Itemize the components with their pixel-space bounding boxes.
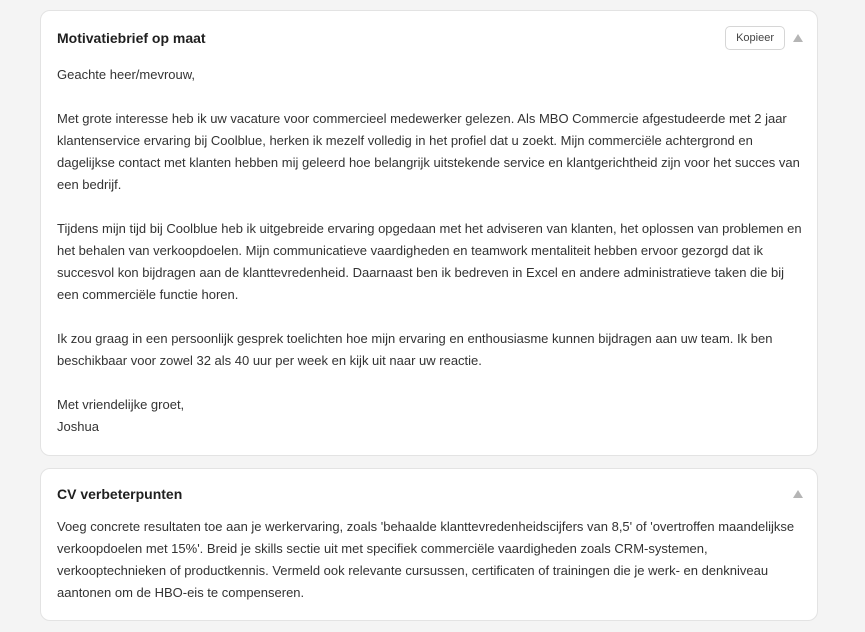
cv-improvements-title: CV verbeterpunten [57,486,183,502]
letter-paragraph: Tijdens mijn tijd bij Coolblue heb ik uitgebreide ervaring opgedaan met het adviseren van klanten, het oplossen van problemen en het behalen van verkoopdoelen. Mijn communicatieve vaardigheden en teamwork mentaliteit hebben ervoor gezorgd dat ik succesvol kon bijdragen aan de klanttevredenheid. Daarnaast ben ik bedreven in Excel en andere administratieve taken die bij een commerciële functie horen. [57,221,802,302]
cv-improvements-text: Voeg concrete resultaten toe aan je werkervaring, zoals 'behaalde klanttevredenheidscijfers van 8,5' of 'overtroffen maandelijkse verkoopdoelen met 15%'. Breid je skills sectie uit met specifiek commerciële vaardigheden zoals CRM-systemen, verkooptechnieken of productkennis. Vermeld ook relevante cursussen, certificaten of trainingen die je werk- en denkniveau aantonen om de HBO-eis te compenseren. [57,519,795,600]
letter-salutation: Geachte heer/mevrouw, [57,67,196,82]
cv-improvements-body [57,516,803,604]
letter-closing: Met vriendelijke groet, [57,397,185,412]
motivation-letter-body [57,64,803,438]
letter-paragraph: Met grote interesse heb ik uw vacature voor commercieel medewerker gelezen. Als MBO Commercie afgestudeerde met 2 jaar klantenservice ervaring bij Coolblue, herken ik mezelf volledig in het profiel dat u zoekt. Mijn commerciële achtergrond en dagelijkse contact met klanten hebben mij geleerd hoe belangrijk uitstekende service en klantgerichtheid zijn voor het succes van een bedrijf. [57,111,800,192]
copy-button[interactable]: Kopieer [725,26,785,50]
letter-signature: Joshua [57,419,99,434]
motivation-letter-title: Motivatiebrief op maat [57,30,206,46]
cv-improvements-header[interactable] [57,482,805,506]
chevron-up-icon[interactable] [793,489,803,499]
motivation-letter-card [40,10,818,456]
letter-paragraph: Ik zou graag in een persoonlijk gesprek toelichten hoe mijn ervaring en enthousiasme kunnen bijdragen aan uw team. Ik ben beschikbaar voor zowel 32 als 40 uur per week en kijk uit naar uw reactie. [57,331,773,368]
chevron-up-icon[interactable] [793,33,803,43]
cv-improvements-card [40,468,818,621]
motivation-letter-header[interactable] [57,25,805,51]
